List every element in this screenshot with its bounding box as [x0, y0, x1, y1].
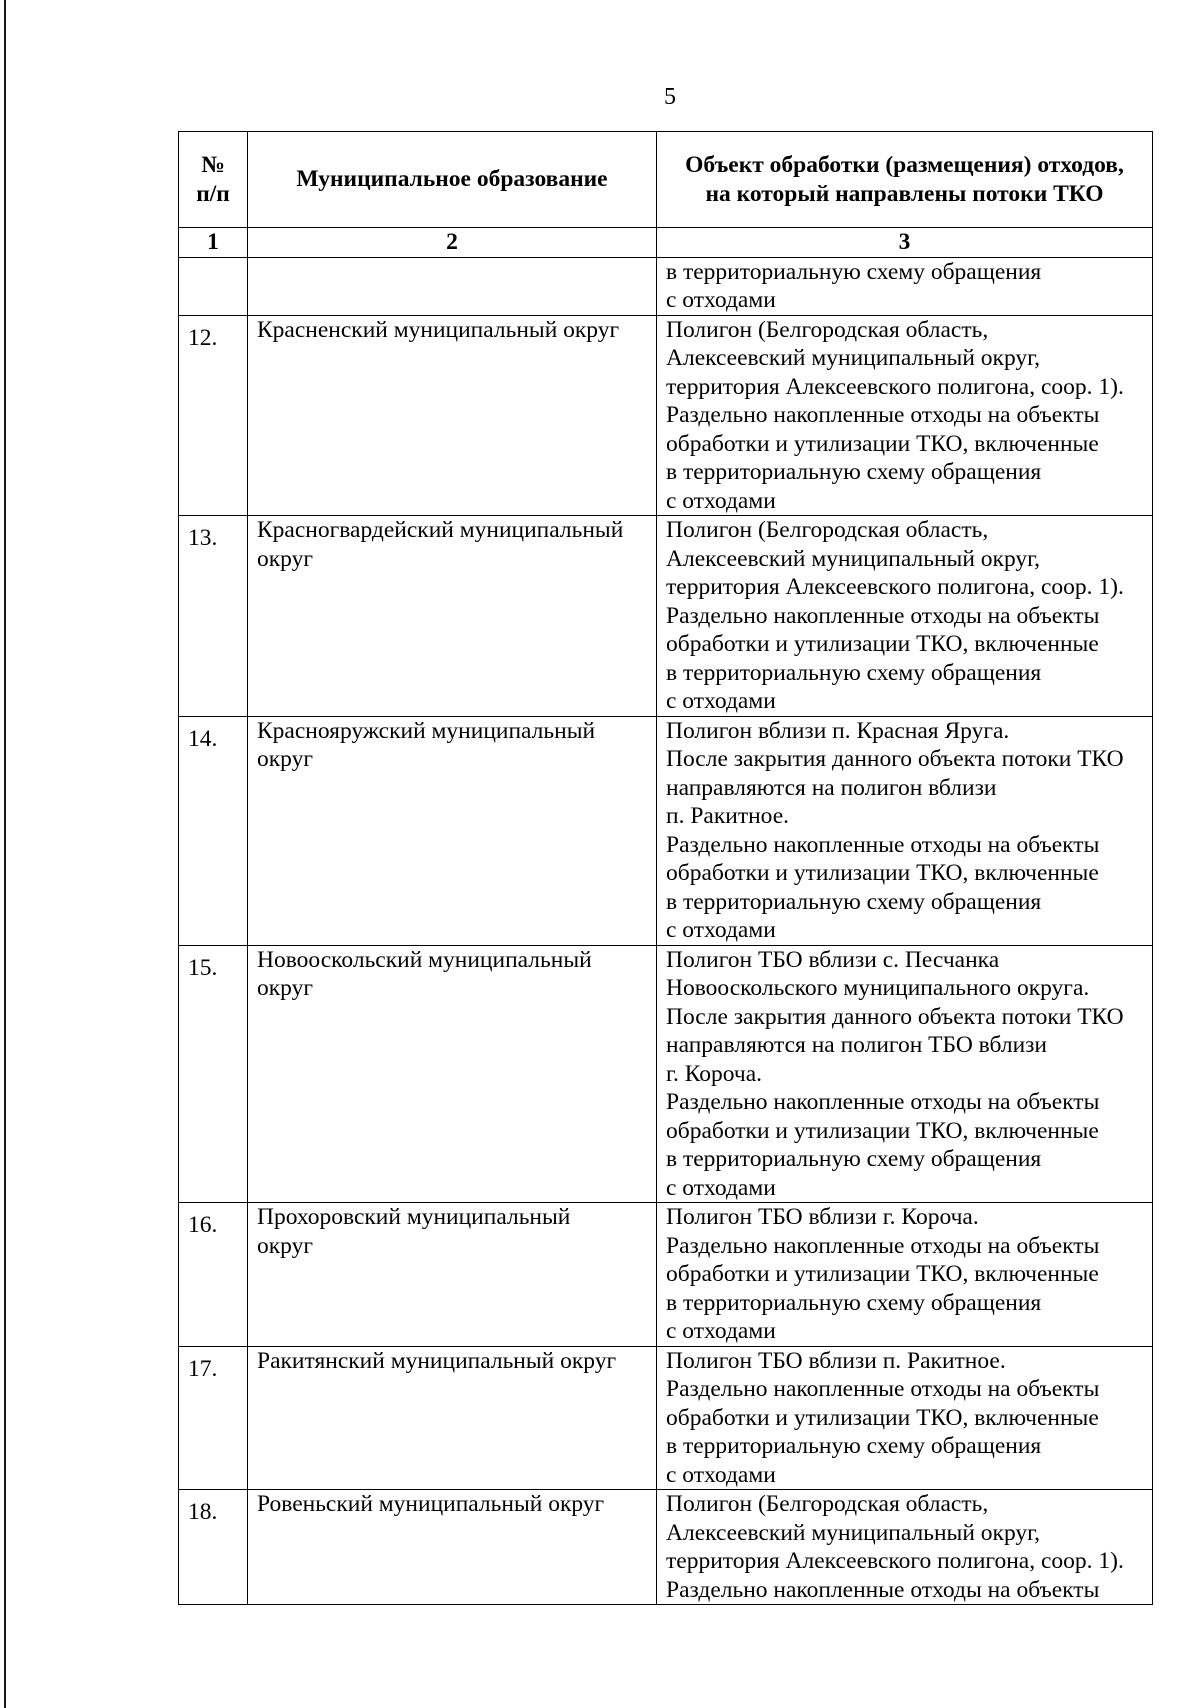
row-number: 15.	[179, 945, 248, 1203]
row-number: 18.	[179, 1490, 248, 1605]
row-municipality: Краснояружский муниципальный округ	[248, 716, 657, 945]
table-row	[179, 516, 1153, 717]
column-numbers-row	[179, 228, 1153, 258]
row-object: Полигон вблизи п. Красная Яруга. После закрытия данного объекта потоки ТКО направляются на полигон вблизи п. Ракитное. Раздельно накопленные отходы на объекты обработки и утилизации ТКО, включенные в территориальную схему обращения с отходами	[657, 716, 1153, 945]
row-municipality: Ракитянский муниципальный округ	[248, 1346, 657, 1490]
row-object: Полигон (Белгородская область, Алексеевский муниципальный округ, территория Алексеевского полигона, соор. 1). Раздельно накопленные отходы на объекты обработки и утилизации ТКО, включенные в территориальную схему обращения с отходами	[657, 516, 1153, 717]
row-number: 13.	[179, 516, 248, 717]
row-municipality: Красненский муниципальный округ	[248, 315, 657, 516]
table-row	[179, 945, 1153, 1203]
column-number-3: 3	[657, 228, 1153, 258]
column-number-1: 1	[179, 228, 248, 258]
row-object: Полигон ТБО вблизи п. Ракитное. Раздельно накопленные отходы на объекты обработки и утилизации ТКО, включенные в территориальную схему обращения с отходами	[657, 1346, 1153, 1490]
column-number-2: 2	[248, 228, 657, 258]
row-object: в территориальную схему обращения с отходами	[657, 257, 1153, 315]
table-row	[179, 257, 1153, 315]
row-number	[179, 257, 248, 315]
row-number: 17.	[179, 1346, 248, 1490]
row-object: Полигон (Белгородская область, Алексеевский муниципальный округ, территория Алексеевского полигона, соор. 1). Раздельно накопленные отходы на объекты	[657, 1490, 1153, 1605]
row-municipality: Ровеньский муниципальный округ	[248, 1490, 657, 1605]
header-row	[179, 132, 1153, 228]
waste-flow-table	[178, 131, 1153, 1605]
header-object: Объект обработки (размещения) отходов, на который направлены потоки ТКО	[657, 132, 1153, 228]
table-row	[179, 1203, 1153, 1347]
scan-left-edge	[4, 0, 6, 1708]
table-row	[179, 1346, 1153, 1490]
page-number: 5	[664, 84, 676, 110]
table-row	[179, 315, 1153, 516]
row-number: 14.	[179, 716, 248, 945]
row-municipality: Прохоровский муниципальный округ	[248, 1203, 657, 1347]
row-object: Полигон ТБО вблизи с. Песчанка Новооскольского муниципального округа. После закрытия данного объекта потоки ТКО направляются на полигон ТБО вблизи г. Короча. Раздельно накопленные отходы на объекты обработки и утилизации ТКО, включенные в территориальную схему обращения с отходами	[657, 945, 1153, 1203]
row-municipality: Новооскольский муниципальный округ	[248, 945, 657, 1203]
row-number: 12.	[179, 315, 248, 516]
table-row	[179, 716, 1153, 945]
row-number: 16.	[179, 1203, 248, 1347]
header-municipality: Муниципальное образование	[248, 132, 657, 228]
header-num: № п/п	[179, 132, 248, 228]
row-object: Полигон (Белгородская область, Алексеевский муниципальный округ, территория Алексеевского полигона, соор. 1). Раздельно накопленные отходы на объекты обработки и утилизации ТКО, включенные в территориальную схему обращения с отходами	[657, 315, 1153, 516]
row-object: Полигон ТБО вблизи г. Короча. Раздельно накопленные отходы на объекты обработки и утилизации ТКО, включенные в территориальную схему обращения с отходами	[657, 1203, 1153, 1347]
row-municipality	[248, 257, 657, 315]
table-row	[179, 1490, 1153, 1605]
row-municipality: Красногвардейский муниципальный округ	[248, 516, 657, 717]
